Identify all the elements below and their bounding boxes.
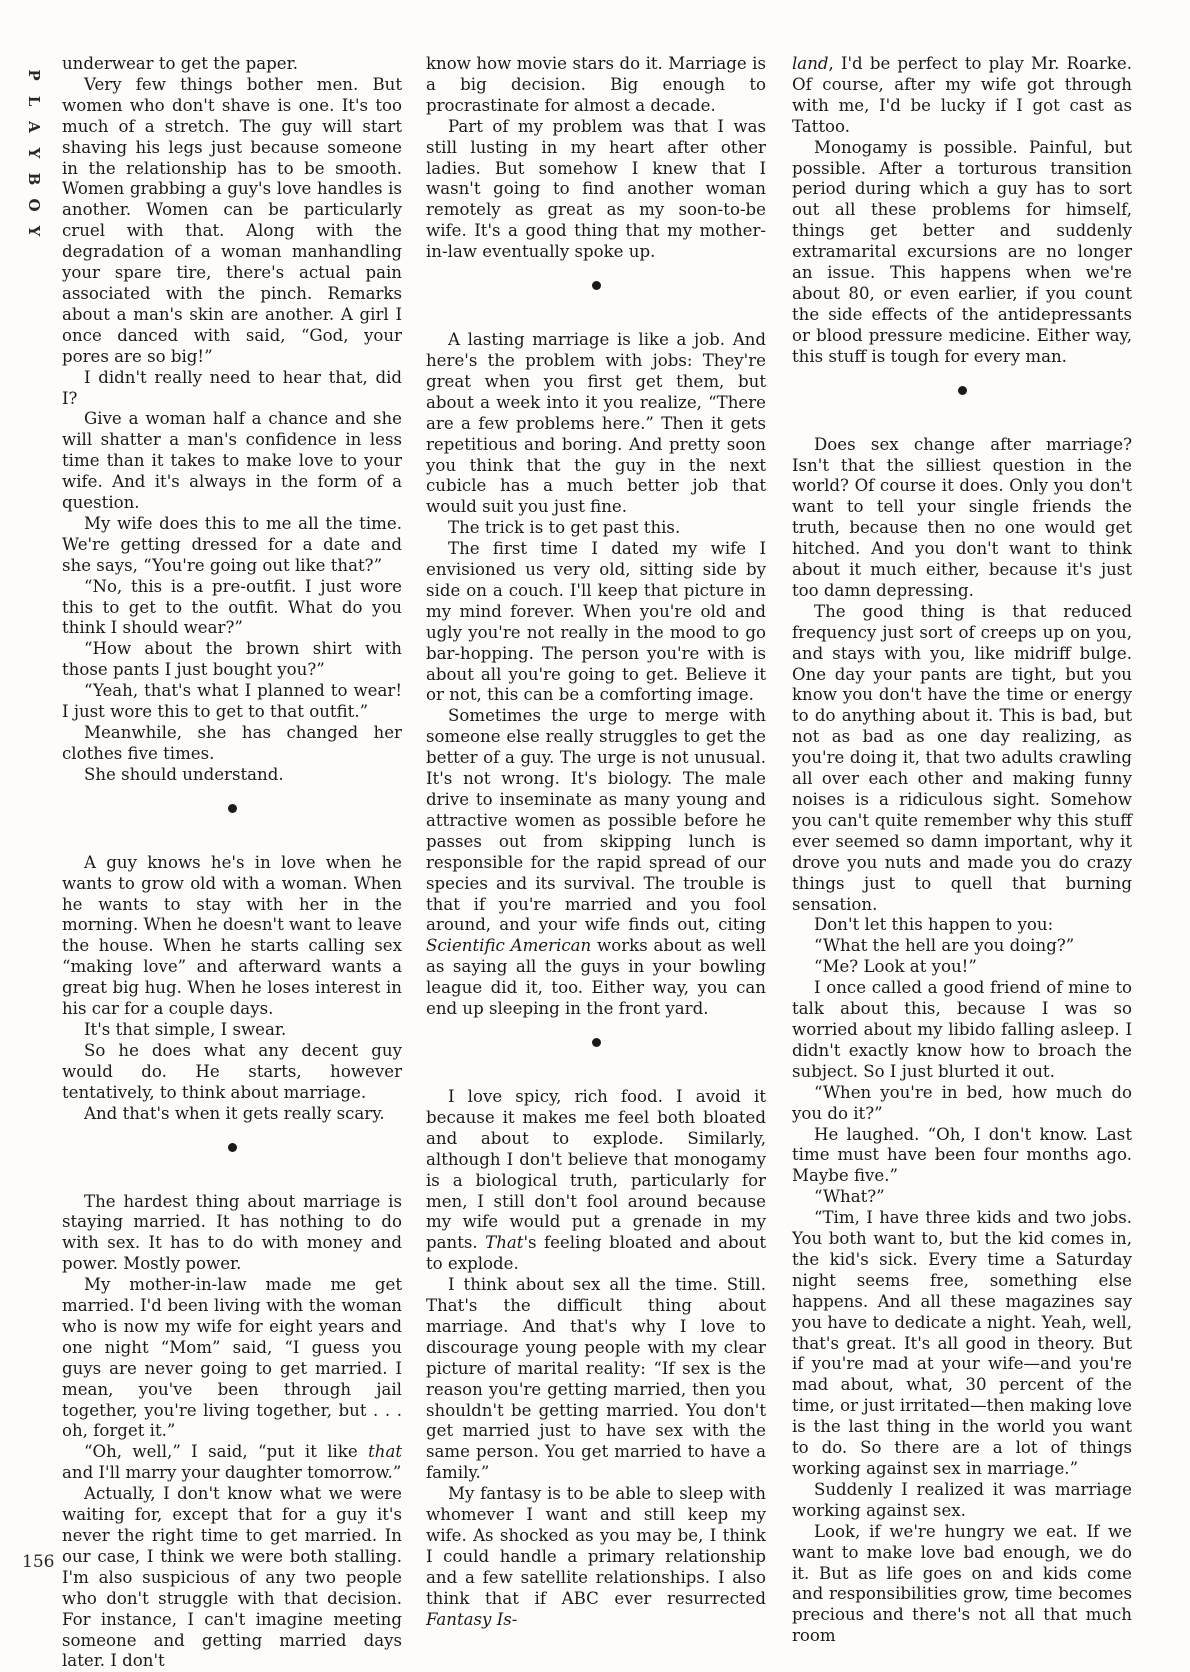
magazine-letter: Y	[25, 147, 43, 159]
paragraph	[792, 54, 1132, 138]
text-run: 's feeling bloated and about to explode.	[426, 1233, 766, 1274]
text-run: works about as well as saying all the guys in your bowling league did it, too. Either way, you can end up sleeping in the front yard.	[426, 936, 766, 1019]
paragraph: “How about the brown shirt with those pants I just bought you?”	[62, 639, 402, 680]
paragraph: It's that simple, I swear.	[84, 1019, 287, 1039]
section-divider-bullet	[228, 1143, 237, 1152]
text-column-3	[792, 54, 1132, 1647]
paragraph: My mother-in-law made me get married. I'd been living with the woman who is now my wife for eight years and one night “Mom” said, “I guess you guys are never going to get married. I mean, you've been through jail together, you're living together, but . . . oh, forget it.”	[62, 1275, 402, 1441]
paragraph: Actually, I don't know what we were waiting for, except that for a guy it's never the right time to get married. In our case, I think we were both stalling. I'm also suspicious of any two people who don't struggle with that decision. For instance, I can't imagine meeting someone and getting married days later. I don't	[62, 1484, 402, 1671]
magazine-letter: A	[25, 121, 43, 133]
italic-text: Fantasy Is-	[426, 1609, 518, 1629]
paragraph: The hardest thing about marriage is staying married. It has nothing to do with sex. It has to do with money and power. Mostly power.	[62, 1191, 402, 1274]
paragraph: He laughed. “Oh, I don't know. Last time must have been four months ago. Maybe five.”	[792, 1124, 1132, 1186]
paragraph: underwear to get the paper.	[62, 54, 298, 73]
section-divider-bullet	[228, 804, 237, 813]
paragraph	[426, 1484, 766, 1630]
paragraph: Don't let this happen to you:	[814, 915, 1054, 935]
paragraph: So he does what any decent guy would do. He starts, however tentatively, to think about marriage.	[62, 1040, 402, 1102]
paragraph: The good thing is that reduced frequency just sort of creeps up on you, and stays with you, like midriff bulge. One day your pants are tight, but you know you don't have the time or energy to do anything about it. This is bad, but not as bad as one day realizing, as you're doing it, that two adults crawling all over each other and making funny noises is a ridiculous sight. Somehow you can't quite remember why this stuff ever seemed so damn important, why it drove you nuts and made you do crazy things just to quell that burning sensation.	[792, 601, 1132, 914]
paragraph: My wife does this to me all the time. We're getting dressed for a date and she says, “You're going out like that?”	[62, 513, 402, 575]
paragraph	[426, 1087, 766, 1275]
text-run: and I'll marry your daughter tomorrow.”	[62, 1463, 402, 1483]
section-divider-bullet	[592, 1038, 601, 1047]
paragraph: “Me? Look at you!”	[814, 957, 977, 977]
paragraph: know how movie stars do it. Marriage is a big decision. Big enough to procrastinate for almost a decade.	[426, 54, 766, 115]
text-run: “Oh, well,” I said, “put it like	[84, 1442, 358, 1462]
italic-text: that	[368, 1442, 403, 1462]
paragraph: Monogamy is possible. Painful, but possible. After a torturous transition period during which a guy has to sort out all these problems for himself, things get better and suddenly extramarital excursions are no longer an issue. This happens when we're about 80, or even earlier, if you count the side effects of the antidepressants or blood pressure medicine. Either way, this stuff is tough for every man.	[792, 137, 1132, 366]
text-run: My fantasy is to be able to sleep with whomever I want and still keep my wife. As shocked as you may be, I think I could handle a primary relationship and a few satellite relationships. I also think that if ABC ever resurrected	[426, 1484, 766, 1608]
magazine-letter: Y	[25, 225, 43, 237]
text-column-1	[62, 54, 402, 1672]
text-run: Sometimes the urge to merge with someone else really struggles to get the better of a guy. The urge is not unusual. It's not wrong. It's biology. The male drive to inseminate as many young and attractive women as possible before he passes out from skipping lunch is responsible for the rapid spread of our species and its survival. The trouble is that if you're married and you fool around, and your wife finds out, citing	[426, 706, 766, 935]
paragraph: And that's when it gets really scary.	[84, 1103, 385, 1123]
paragraph: I once called a good friend of mine to talk about this, because I was so worried about my libido falling asleep. I didn't exactly know how to broach the subject. So I just blurted it out.	[792, 978, 1132, 1081]
italic-text: land	[792, 54, 829, 73]
paragraph: “Tim, I have three kids and two jobs. You both want to, but the kid comes in, the kid's sick. Every time a Saturday night seems free, something else happens. And all these magazines say you have to dedicate a night. Yeah, well, that's great. It's all good in theory. But if you're mad at your wife—and you're mad about, what, 30 percent of the time, or just irritated—then making love is the last thing in the world you want to do. So there are a lot of things working against sex in marriage.”	[792, 1208, 1132, 1478]
section-divider-bullet	[592, 281, 601, 290]
magazine-letter: O	[25, 198, 43, 212]
section-divider-bullet	[958, 386, 967, 395]
italic-text: That	[485, 1233, 524, 1253]
paragraph: “What the hell are you doing?”	[814, 936, 1075, 956]
paragraph: A lasting marriage is like a job. And here's the problem with jobs: They're great when you first get them, but about a week into it you realize, “There are a few problems here.” Then it gets repetitious and boring. And pretty soon you think that the guy in the next cubicle has a much better job that would suit you just fine.	[426, 330, 766, 517]
magazine-letter: P	[25, 69, 43, 81]
paragraph: Meanwhile, she has changed her clothes five times.	[62, 723, 402, 763]
paragraph: I didn't really need to hear that, did I?	[62, 367, 402, 408]
paragraph: “What?”	[814, 1187, 885, 1207]
paragraph: The first time I dated my wife I envisioned us very old, sitting side by side on a couch. I'll keep that picture in my mind forever. When you're old and ugly you're not really in the mood to go bar-hopping. The person you're with is about all you're going to get. Believe it or not, this can be a comforting image.	[426, 539, 766, 705]
paragraph: I think about sex all the time. Still. That's the difficult thing about marriage. And that's why I love to discourage young people with my clear picture of marital reality: “If sex is the reason you're getting married, then you shouldn't be getting married. You don't get married just to have sex with the same person. You get married to have a family.”	[426, 1275, 766, 1483]
paragraph: A guy knows he's in love when he wants to grow old with a woman. When he wants to stay with her in the morning. When he doesn't want to leave the house. When he starts calling sex “making love” and afterward wants a great big hug. When he loses interest in his car for a couple days.	[62, 852, 402, 1019]
paragraph: Part of my problem was that I was still lusting in my heart after other ladies. But somehow I knew that I wasn't going to find another woman remotely as great as my soon-to-be wife. It's a good thing that my mother-in-law eventually spoke up.	[426, 116, 766, 262]
paragraph: “When you're in bed, how much do you do it?”	[792, 1082, 1132, 1123]
paragraph: Very few things bother men. But women who don't shave is one. It's too much of a stretch. The guy will start shaving his legs just because someone in the relationship has to be smooth. Women grabbing a guy's love handles is another. Women can be particularly cruel with that. Along with the degradation of a woman manhandling your spare tire, there's actual pain associated with the pinch. Remarks about a man's skin are another. A girl I once danced with said, “God, your pores are so big!”	[62, 74, 402, 366]
page-number: 156	[22, 1552, 55, 1572]
paragraph: The trick is to get past this.	[448, 518, 681, 538]
text-run: I love spicy, rich food. I avoid it because it makes me feel both bloated and about to explode. Similarly, although I don't believe that monogamy is a biological truth, particularly for men, I still don't fool around because my wife would put a grenade in my pants.	[426, 1086, 766, 1253]
paragraph: Does sex change after marriage? Isn't that the silliest question in the world? Of course it does. Only you don't want to tell your single friends the truth, because then no one would get hitched. And you don't want to think about it much either, because it's just too damn depressing.	[792, 434, 1132, 600]
italic-text: Scientific American	[426, 936, 592, 956]
magazine-letter: L	[25, 95, 43, 107]
paragraph	[426, 706, 766, 1020]
paragraph: “Yeah, that's what I planned to wear! I just wore this to get to that outfit.”	[62, 681, 402, 722]
magazine-name-vertical	[22, 62, 46, 244]
paragraph: “No, this is a pre-outfit. I just wore this to get to the outfit. What do you think I should wear?”	[62, 576, 402, 638]
magazine-letter: B	[25, 172, 43, 186]
text-run: , I'd be perfect to play Mr. Roarke. Of course, after my wife got through with me, I'd be lucky if I got cast as Tattoo.	[792, 54, 1132, 136]
paragraph: Give a woman half a chance and she will shatter a man's confidence in less time than it takes to make love to your wife. And it's always in the form of a question.	[62, 409, 402, 513]
paragraph	[62, 1442, 402, 1484]
paragraph: Suddenly I realized it was marriage working against sex.	[792, 1479, 1132, 1520]
paragraph: Look, if we're hungry we eat. If we want to make love bad enough, we do it. But as life goes on and kids come and responsibilities grow, time becomes precious and there's not all that much room	[792, 1521, 1132, 1646]
text-column-2	[426, 54, 766, 1631]
paragraph: She should understand.	[84, 764, 284, 784]
